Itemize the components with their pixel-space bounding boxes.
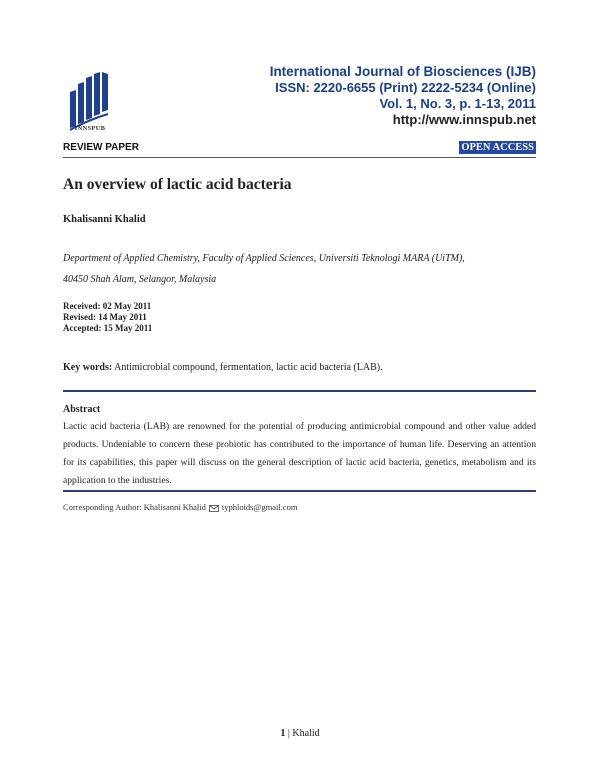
affiliation-line-2: 40450 Shah Alam, Selangor, Malaysia <box>63 274 217 285</box>
logo-label: INNSPUB <box>74 125 106 132</box>
paper-type: REVIEW PAPER <box>63 142 139 153</box>
header-divider <box>63 157 536 158</box>
corresponding-author <box>63 502 297 512</box>
received-date: Received: 02 May 2011 <box>63 301 152 311</box>
abstract-top-divider <box>63 390 536 392</box>
open-access-badge: OPEN ACCESS <box>461 142 534 153</box>
footer-separator: | <box>287 728 290 739</box>
journal-volume: Vol. 1, No. 3, p. 1-13, 2011 <box>379 96 536 111</box>
accepted-date: Accepted: 15 May 2011 <box>63 323 153 333</box>
revised-date: Revised: 14 May 2011 <box>63 312 147 322</box>
abstract-heading: Abstract <box>63 404 101 415</box>
paper-title: An overview of lactic acid bacteria <box>63 176 292 193</box>
journal-title: International Journal of Biosciences (IJB) <box>269 64 536 79</box>
author-name: Khalisanni Khalid <box>63 214 146 225</box>
keywords-text: Antimicrobial compound, fermentation, lactic acid bacteria (LAB). <box>114 362 383 373</box>
keywords <box>63 362 383 373</box>
abstract-bottom-divider <box>63 490 536 492</box>
journal-header <box>270 63 536 128</box>
envelope-icon <box>209 504 219 511</box>
publication-dates <box>63 301 152 334</box>
page-number: 1 <box>280 728 286 739</box>
footer-author: Khalid <box>292 728 320 739</box>
corresponding-email[interactable]: typhloids@gmail.com <box>221 502 298 512</box>
abstract-body: Lactic acid bacteria (LAB) are renowned for the potential of producing antimicrobial compound and other value added products. Undeniable to concern these probiotic has contributed to the importance of human life. Deserving an attention for its capabilities, this paper will discuss on the general description of lactic acid bacteria, genetics, metabolism and its application to the industries. <box>63 421 536 486</box>
corresponding-label: Corresponding Author: Khalisanni Khalid <box>63 502 206 512</box>
journal-issn: ISSN: 2220-6655 (Print) 2222-5234 (Online) <box>275 80 536 95</box>
keywords-label: Key words: <box>63 362 113 373</box>
journal-url[interactable]: http://www.innspub.net <box>392 112 536 127</box>
page-footer <box>0 728 600 739</box>
affiliation <box>63 248 543 290</box>
affiliation-line-1: Department of Applied Chemistry, Faculty of Applied Sciences, Universiti Teknologi MARA (UiTM), <box>63 253 465 264</box>
